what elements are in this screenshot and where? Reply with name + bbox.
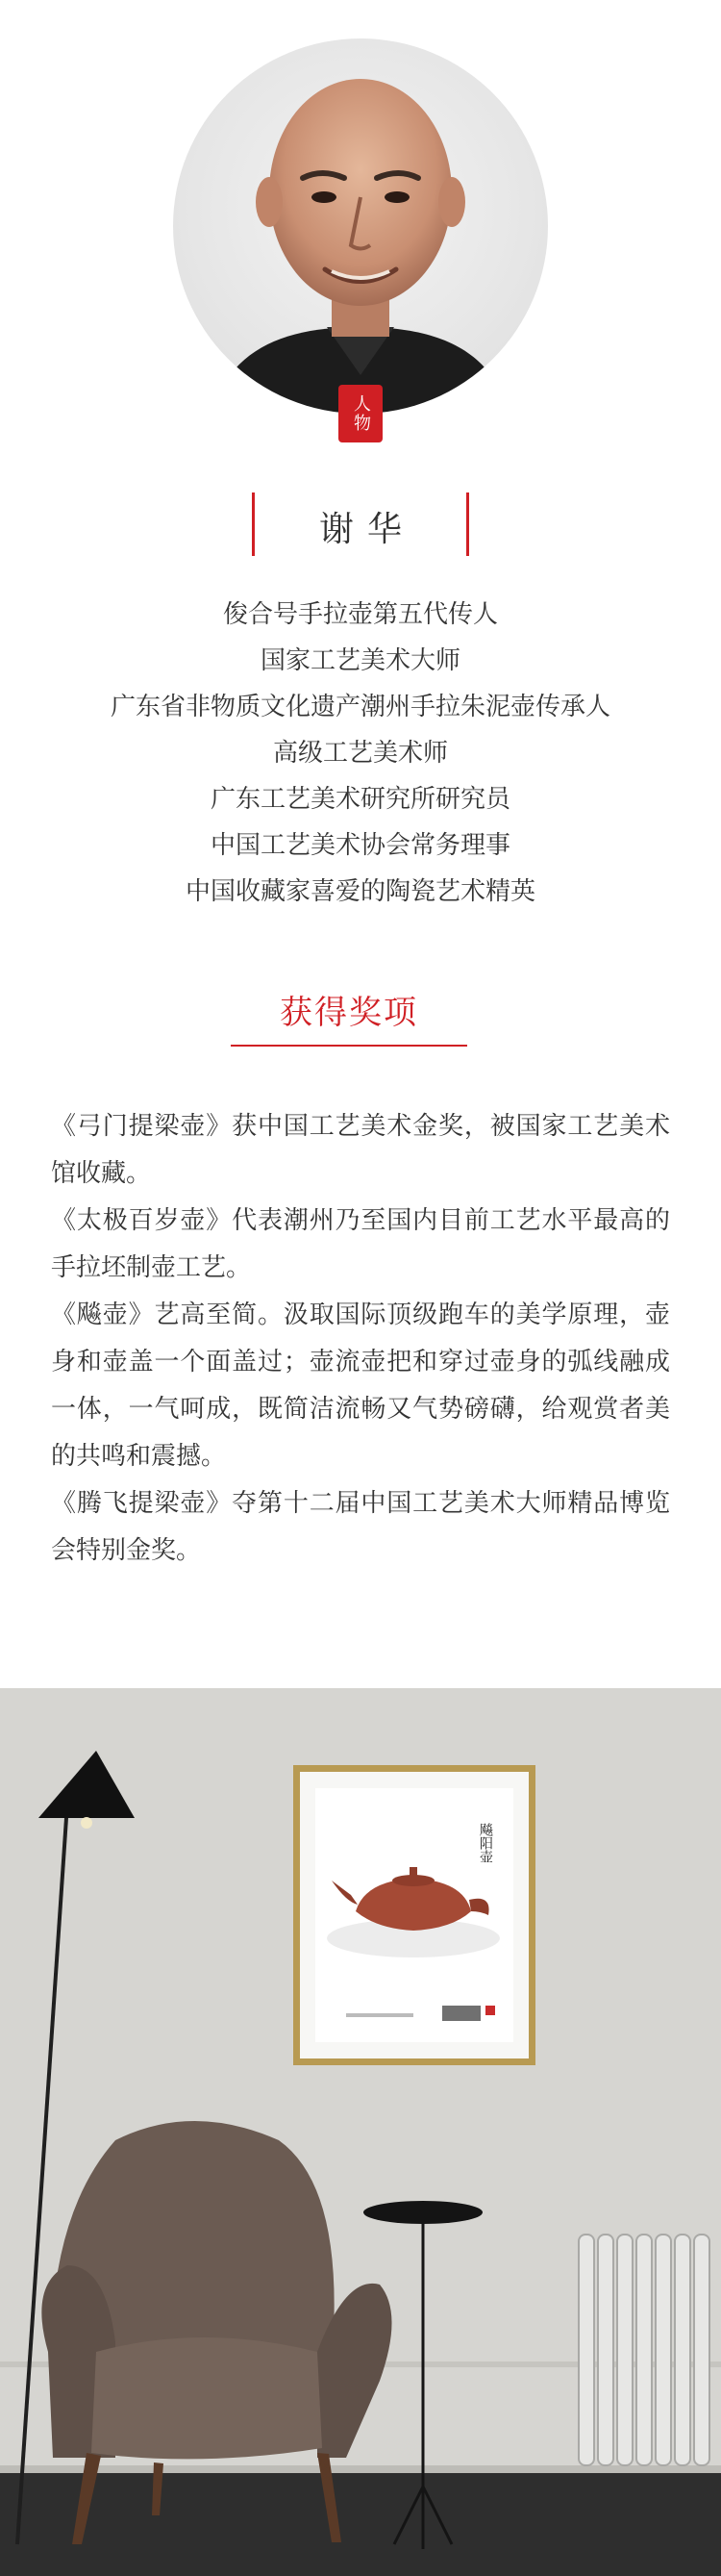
name-right-bar bbox=[466, 492, 469, 556]
framed-poster bbox=[293, 1765, 535, 2065]
poster-title: 飚阳壶 bbox=[478, 1823, 493, 1863]
award-item: 《飚壶》艺高至简。汲取国际顶级跑车的美学原理，壶身和壶盖一个面盖过；壶流壶把和穿过壶身的弧线融成一体，一气呵成，既简洁流畅又气势磅礴，给观赏者美的共鸣和震撼。 bbox=[51, 1301, 670, 1471]
title-line: 广东工艺美术研究所研究员 bbox=[210, 785, 510, 814]
award-item: 《弓门提梁壶》获中国工艺美术金奖，被国家工艺美术馆收藏。 bbox=[51, 1112, 670, 1188]
awards-underline bbox=[231, 1045, 467, 1047]
award-item: 《太极百岁壶》代表潮州乃至国内目前工艺水平最高的手拉坯制壶工艺。 bbox=[51, 1206, 670, 1282]
title-line: 国家工艺美术大师 bbox=[260, 646, 460, 675]
title-list bbox=[0, 592, 721, 915]
title-line: 高级工艺美术师 bbox=[272, 739, 448, 768]
portrait-photo bbox=[173, 38, 548, 414]
room-photo bbox=[0, 1688, 721, 2576]
seal-stamp: 人物 bbox=[338, 385, 383, 442]
title-line: 中国收藏家喜爱的陶瓷艺术精英 bbox=[185, 877, 535, 906]
awards-heading-block bbox=[231, 986, 467, 1047]
title-line: 广东省非物质文化遗产潮州手拉朱泥壶传承人 bbox=[110, 693, 610, 721]
person-name: 谢华 bbox=[318, 510, 415, 549]
title-line: 中国工艺美术协会常务理事 bbox=[210, 831, 510, 860]
title-line: 俊合号手拉壶第五代传人 bbox=[222, 600, 498, 629]
awards-heading: 获得奖项 bbox=[280, 994, 418, 1032]
name-block bbox=[252, 492, 469, 556]
portrait-illustration bbox=[173, 38, 548, 414]
award-item: 《腾飞提梁壶》夺第十二届中国工艺美术大师精品博览会特别金奖。 bbox=[51, 1489, 670, 1565]
awards-list bbox=[51, 1103, 670, 1575]
room-illustration bbox=[0, 1688, 721, 2576]
